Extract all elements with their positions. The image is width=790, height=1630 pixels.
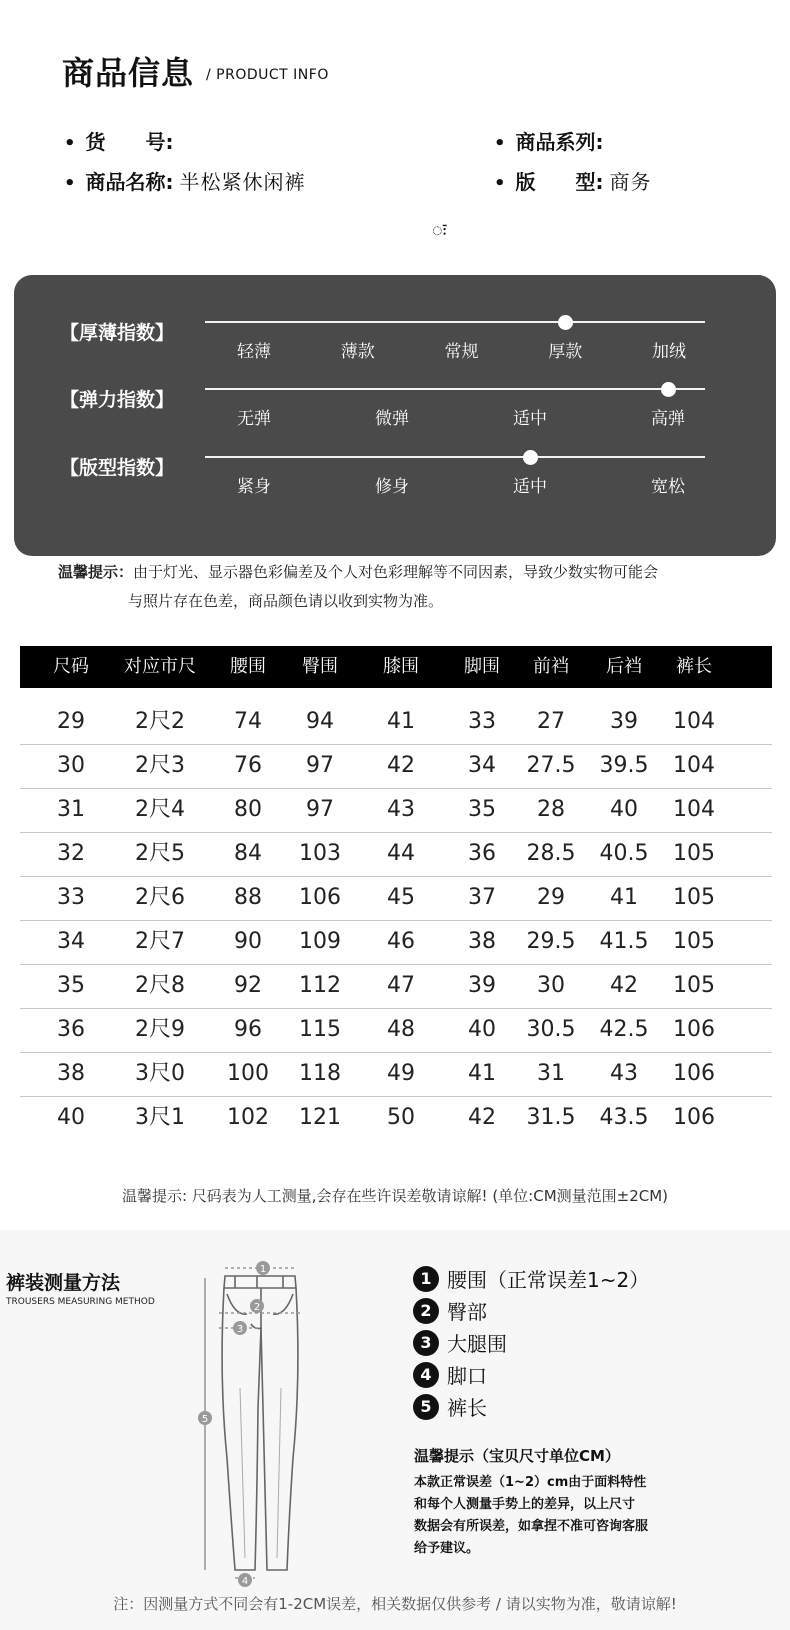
table-cell: 2尺2 <box>135 709 185 734</box>
measure-tip-line: 数据会有所误差，如拿捏不准可咨询客服 <box>414 1519 649 1534</box>
table-cell: 41 <box>468 1061 496 1086</box>
table-cell: 27 <box>537 709 565 734</box>
index-label: 【版型指数】 <box>60 457 175 479</box>
info-name <box>64 166 306 195</box>
table-cell: 36 <box>468 841 496 866</box>
table-cell: 105 <box>673 929 715 954</box>
table-cell: 31 <box>537 1061 565 1086</box>
table-cell: 2尺3 <box>135 753 185 778</box>
table-cell: 43 <box>610 1061 638 1086</box>
bullet-icon: • <box>494 133 506 154</box>
table-header-cell: 前裆 <box>533 656 569 677</box>
diagram-marker-label: 2 <box>253 1302 261 1313</box>
info-item-no <box>64 126 180 155</box>
table-cell: 40 <box>468 1017 496 1042</box>
table-cell: 32 <box>57 841 85 866</box>
legend-item <box>413 1264 649 1293</box>
table-cell: 106 <box>673 1105 715 1130</box>
table-cell: 2尺5 <box>135 841 185 866</box>
legend-item <box>413 1392 487 1421</box>
table-cell: 97 <box>306 797 334 822</box>
number-badge-icon: 3 <box>413 1330 439 1356</box>
table-row <box>20 1096 772 1140</box>
table-cell: 29 <box>57 709 85 734</box>
info-series-label: 商品系列: <box>515 130 604 154</box>
table-cell: 31 <box>57 797 85 822</box>
diagram-marker-label: 4 <box>241 1576 249 1587</box>
table-row <box>20 744 772 789</box>
table-cell: 33 <box>57 885 85 910</box>
table-cell: 28 <box>537 797 565 822</box>
table-header-cell: 腰围 <box>230 656 266 677</box>
table-cell: 43.5 <box>599 1105 649 1130</box>
diagram-marker-label: 3 <box>236 1324 244 1335</box>
table-cell: 45 <box>387 885 415 910</box>
bullet-icon: • <box>64 133 76 154</box>
legend-text: 臀部 <box>447 1300 487 1324</box>
legend-text: 腰围（正常误差1~2） <box>447 1268 650 1292</box>
table-cell: 42 <box>468 1105 496 1130</box>
size-table-header <box>20 646 772 688</box>
table-cell: 39 <box>468 973 496 998</box>
table-cell: 106 <box>673 1061 715 1086</box>
info-fit-label: 版 型: <box>515 170 604 194</box>
page-subtitle: / PRODUCT INFO <box>206 67 329 83</box>
table-header-cell: 臀围 <box>302 656 338 677</box>
table-row <box>20 1008 772 1053</box>
table-cell: 38 <box>57 1061 85 1086</box>
index-option: 适中 <box>513 477 547 497</box>
table-cell: 30 <box>537 973 565 998</box>
table-row <box>20 788 772 833</box>
table-cell: 35 <box>57 973 85 998</box>
table-header-cell: 对应市尺 <box>124 656 196 677</box>
table-cell: 34 <box>57 929 85 954</box>
measure-tip-line: 和每个人测量手势上的差异，以上尺寸 <box>414 1497 636 1512</box>
table-cell: 88 <box>234 885 262 910</box>
number-badge-icon: 4 <box>413 1362 439 1388</box>
table-row <box>20 700 772 745</box>
info-fit-value: 商务 <box>609 170 652 194</box>
table-cell: 102 <box>227 1105 269 1130</box>
table-cell: 106 <box>673 1017 715 1042</box>
table-cell: 30 <box>57 753 85 778</box>
table-cell: 2尺6 <box>135 885 185 910</box>
table-cell: 90 <box>234 929 262 954</box>
table-cell: 2尺7 <box>135 929 185 954</box>
index-option: 紧身 <box>237 477 271 497</box>
table-cell: 84 <box>234 841 262 866</box>
table-cell: 27.5 <box>526 753 576 778</box>
index-scale-line <box>205 321 705 323</box>
table-cell: 39 <box>610 709 638 734</box>
index-label: 【弹力指数】 <box>60 389 175 411</box>
table-cell: 96 <box>234 1017 262 1042</box>
table-cell: 42.5 <box>599 1017 649 1042</box>
table-cell: 106 <box>299 885 341 910</box>
page-title: 商品信息 <box>62 54 195 92</box>
info-fit <box>494 166 652 195</box>
bullet-icon: • <box>494 173 506 194</box>
table-cell: 33 <box>468 709 496 734</box>
table-cell: 112 <box>299 973 341 998</box>
table-cell: 49 <box>387 1061 415 1086</box>
table-cell: 115 <box>299 1017 341 1042</box>
table-cell: 121 <box>299 1105 341 1130</box>
table-cell: 2尺8 <box>135 973 185 998</box>
table-cell: 80 <box>234 797 262 822</box>
index-option: 修身 <box>375 477 409 497</box>
bullet-icon: • <box>64 173 76 194</box>
table-cell: 48 <box>387 1017 415 1042</box>
table-cell: 46 <box>387 929 415 954</box>
table-cell: 47 <box>387 973 415 998</box>
table-cell: 50 <box>387 1105 415 1130</box>
size-table-note: 温馨提示: 尺码表为人工测量,会存在些许误差敬请谅解! (单位:CM测量范围±2CM) <box>121 1187 669 1205</box>
index-scale-line <box>205 388 705 390</box>
table-cell: 29 <box>537 885 565 910</box>
stray-mark: ः <box>432 220 447 241</box>
color-tip-text1: 由于灯光、显示器色彩偏差及个人对色彩理解等不同因素，导致少数实物可能会 <box>133 563 659 581</box>
table-header-cell: 膝围 <box>383 656 419 677</box>
table-header-cell: 裤长 <box>676 656 712 677</box>
footer-note: 注：因测量方式不同会有1-2CM误差，相关数据仅供参考 / 请以实物为准，敬请谅解! <box>113 1595 677 1613</box>
table-cell: 103 <box>299 841 341 866</box>
index-option: 常规 <box>444 342 479 362</box>
table-cell: 74 <box>234 709 262 734</box>
table-cell: 100 <box>227 1061 269 1086</box>
table-header-cell: 后裆 <box>606 656 642 677</box>
trousers-diagram <box>195 1258 325 1588</box>
number-badge-icon: 2 <box>413 1298 439 1324</box>
table-cell: 30.5 <box>526 1017 576 1042</box>
index-option: 厚款 <box>548 342 583 362</box>
table-cell: 43 <box>387 797 415 822</box>
table-row <box>20 920 772 965</box>
legend-item <box>413 1296 487 1325</box>
index-option: 适中 <box>513 409 547 429</box>
index-label: 【厚薄指数】 <box>60 322 175 344</box>
table-cell: 40 <box>610 797 638 822</box>
table-row <box>20 876 772 921</box>
measure-tip-title: 温馨提示（宝贝尺寸单位CM） <box>414 1447 620 1465</box>
table-cell: 41 <box>610 885 638 910</box>
table-cell: 34 <box>468 753 496 778</box>
table-cell: 105 <box>673 885 715 910</box>
diagram-marker-label: 5 <box>201 1414 209 1425</box>
index-option: 宽松 <box>651 477 685 497</box>
measure-tip-line: 本款正常误差（1~2）cm由于面料特性 <box>414 1475 647 1490</box>
table-cell: 38 <box>468 929 496 954</box>
table-header-cell: 脚围 <box>464 656 500 677</box>
table-cell: 92 <box>234 973 262 998</box>
index-option: 薄款 <box>340 342 375 362</box>
table-cell: 36 <box>57 1017 85 1042</box>
index-option: 轻薄 <box>237 342 271 362</box>
table-row <box>20 964 772 1009</box>
table-cell: 104 <box>673 709 715 734</box>
index-selected-marker <box>523 450 538 465</box>
measure-title: 裤装测量方法 <box>6 1272 121 1294</box>
table-header-cell: 尺码 <box>53 656 89 677</box>
table-cell: 41 <box>387 709 415 734</box>
table-cell: 35 <box>468 797 496 822</box>
color-tip-line1 <box>58 561 658 582</box>
table-cell: 104 <box>673 797 715 822</box>
info-name-label: 商品名称: <box>85 170 174 194</box>
legend-text: 裤长 <box>447 1396 487 1420</box>
table-cell: 2尺9 <box>135 1017 185 1042</box>
number-badge-icon: 1 <box>413 1266 439 1292</box>
legend-item <box>413 1328 507 1357</box>
table-cell: 105 <box>673 973 715 998</box>
number-badge-icon: 5 <box>413 1394 439 1420</box>
info-series <box>494 126 610 155</box>
table-cell: 3尺1 <box>135 1105 185 1130</box>
table-cell: 31.5 <box>526 1105 576 1130</box>
index-option: 加绒 <box>652 342 686 362</box>
legend-text: 脚口 <box>447 1364 487 1388</box>
measure-tip-line: 给予建议。 <box>414 1541 480 1556</box>
table-cell: 44 <box>387 841 415 866</box>
table-cell: 118 <box>299 1061 341 1086</box>
info-name-value: 半松紧休闲裤 <box>179 170 306 194</box>
color-tip-line2: 与照片存在色差，商品颜色请以收到实物为准。 <box>128 592 444 610</box>
legend-item <box>413 1360 487 1389</box>
index-option: 无弹 <box>237 409 271 429</box>
color-tip-prefix: 温馨提示： <box>58 563 134 581</box>
legend-text: 大腿围 <box>447 1332 507 1356</box>
table-cell: 40 <box>57 1105 85 1130</box>
index-scale-line <box>205 456 705 458</box>
table-cell: 105 <box>673 841 715 866</box>
table-cell: 2尺4 <box>135 797 185 822</box>
table-cell: 97 <box>306 753 334 778</box>
table-cell: 76 <box>234 753 262 778</box>
table-cell: 42 <box>610 973 638 998</box>
table-cell: 104 <box>673 753 715 778</box>
table-cell: 42 <box>387 753 415 778</box>
table-cell: 41.5 <box>599 929 649 954</box>
index-option: 高弹 <box>651 409 685 429</box>
table-cell: 94 <box>306 709 334 734</box>
table-row <box>20 1052 772 1097</box>
table-cell: 28.5 <box>526 841 576 866</box>
index-option: 微弹 <box>375 409 409 429</box>
table-cell: 3尺0 <box>135 1061 185 1086</box>
table-cell: 37 <box>468 885 496 910</box>
info-item-no-label: 货 号: <box>85 130 174 154</box>
table-cell: 39.5 <box>599 753 649 778</box>
measure-subtitle: TROUSERS MEASURING METHOD <box>6 1297 155 1307</box>
table-cell: 29.5 <box>526 929 576 954</box>
table-cell: 109 <box>299 929 341 954</box>
diagram-marker-label: 1 <box>259 1264 267 1275</box>
index-selected-marker <box>661 382 676 397</box>
table-row <box>20 832 772 877</box>
table-cell: 40.5 <box>599 841 649 866</box>
